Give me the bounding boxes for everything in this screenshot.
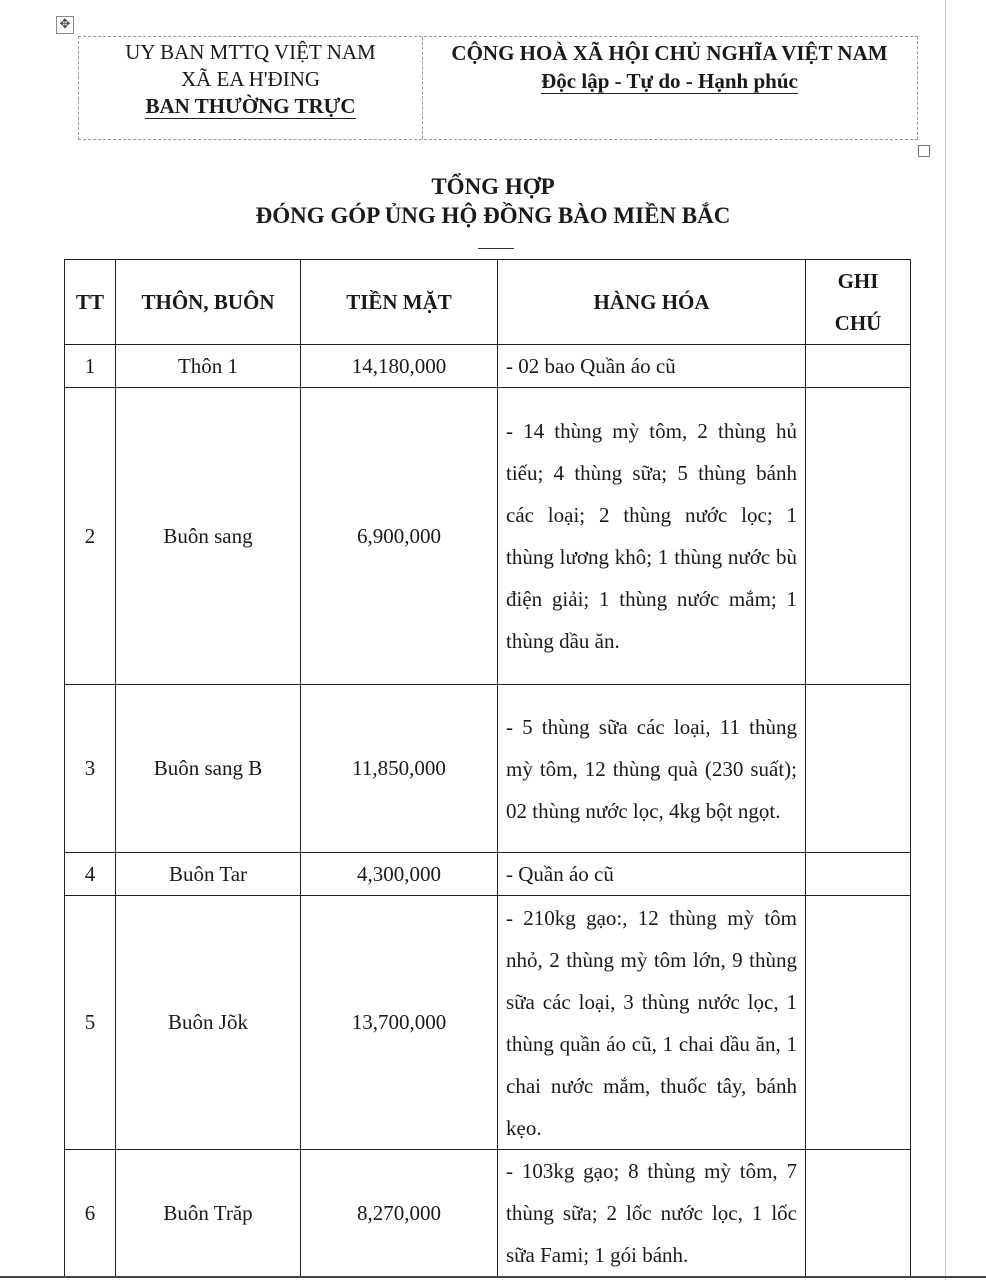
cell-note bbox=[806, 345, 911, 388]
org-line2: XÃ EA H'ĐING bbox=[180, 67, 321, 91]
header-note bbox=[806, 260, 911, 345]
nation-motto: Độc lập - Tự do - Hạnh phúc bbox=[541, 69, 798, 93]
table-resize-handle[interactable] bbox=[918, 145, 930, 157]
cell-goods: - 02 bao Quần áo cũ bbox=[498, 345, 806, 388]
title-separator bbox=[478, 248, 514, 249]
org-line1: UY BAN MTTQ VIỆT NAM bbox=[125, 40, 376, 64]
nation-line1: CỘNG HOÀ XÃ HỘI CHỦ NGHĨA VIỆT NAM bbox=[451, 41, 888, 65]
header-cash: TIỀN MẶT bbox=[301, 260, 498, 345]
cell-name: Buôn sang B bbox=[116, 685, 301, 853]
bottom-rule bbox=[0, 1276, 986, 1278]
cell-tt: 3 bbox=[65, 685, 116, 853]
cell-tt: 5 bbox=[65, 896, 116, 1150]
table-row bbox=[65, 1150, 911, 1277]
cell-cash: 4,300,000 bbox=[301, 853, 498, 896]
cell-cash: 13,700,000 bbox=[301, 896, 498, 1150]
contribution-table bbox=[64, 259, 911, 1277]
cell-note bbox=[806, 388, 911, 685]
cell-note bbox=[806, 1150, 911, 1277]
header-tt: TT bbox=[65, 260, 116, 345]
cell-name: Buôn Jõk bbox=[116, 896, 301, 1150]
cell-name: Buôn Trăp bbox=[116, 1150, 301, 1277]
header-goods: HÀNG HÓA bbox=[498, 260, 806, 345]
title-line1: TỔNG HỢP bbox=[431, 174, 555, 199]
table-row bbox=[65, 388, 911, 685]
org-line3: BAN THƯỜNG TRỰC bbox=[145, 94, 356, 118]
document-title bbox=[0, 172, 986, 230]
cell-note bbox=[806, 685, 911, 853]
org-line3-wrap bbox=[79, 93, 422, 120]
cell-cash: 6,900,000 bbox=[301, 388, 498, 685]
cell-goods: - 103kg gạo; 8 thùng mỳ tôm, 7 thùng sữa; 2 lốc nước lọc, 1 lốc sữa Fami; 1 gói bánh. bbox=[498, 1150, 806, 1277]
cell-name: Buôn Tar bbox=[116, 853, 301, 896]
header-note-line1: GHI bbox=[837, 269, 879, 293]
cell-cash: 14,180,000 bbox=[301, 345, 498, 388]
cell-goods: - 14 thùng mỳ tôm, 2 thùng hủ tiếu; 4 thùng sữa; 5 thùng bánh các loại; 2 thùng nước lọc; 1 thùng lương khô; 1 thùng nước bù điện giải; 1 thùng nước mắm; 1 thùng dầu ăn. bbox=[498, 388, 806, 685]
issuing-organization bbox=[79, 39, 422, 120]
motto-wrap bbox=[422, 67, 917, 95]
cell-note bbox=[806, 896, 911, 1150]
header-name: THÔN, BUÔN bbox=[116, 260, 301, 345]
table-row bbox=[65, 853, 911, 896]
cell-cash: 11,850,000 bbox=[301, 685, 498, 853]
table-row bbox=[65, 685, 911, 853]
cell-tt: 4 bbox=[65, 853, 116, 896]
cell-goods: - 5 thùng sữa các loại, 11 thùng mỳ tôm, 12 thùng quà (230 suất); 02 thùng nước lọc, 4kg bột ngọt. bbox=[498, 685, 806, 853]
cell-name: Thôn 1 bbox=[116, 345, 301, 388]
table-row bbox=[65, 896, 911, 1150]
cell-tt: 6 bbox=[65, 1150, 116, 1277]
table-row bbox=[65, 345, 911, 388]
national-heading bbox=[422, 39, 917, 95]
cell-tt: 2 bbox=[65, 388, 116, 685]
cell-cash: 8,270,000 bbox=[301, 1150, 498, 1277]
cell-name: Buôn sang bbox=[116, 388, 301, 685]
header-table bbox=[78, 36, 918, 140]
cell-tt: 1 bbox=[65, 345, 116, 388]
header-note-line2: CHÚ bbox=[834, 311, 882, 335]
cell-note bbox=[806, 853, 911, 896]
title-line2: ĐÓNG GÓP ỦNG HỘ ĐỒNG BÀO MIỀN BẮC bbox=[255, 203, 731, 228]
table-header-row bbox=[65, 260, 911, 345]
table-move-handle-icon[interactable]: ✥ bbox=[56, 16, 74, 34]
cell-goods: - 210kg gạo:, 12 thùng mỳ tôm nhỏ, 2 thùng mỳ tôm lớn, 9 thùng sữa các loại, 3 thùng nước lọc, 1 thùng quần áo cũ, 1 chai dầu ăn, 1 chai nước mắm, thuốc tây, bánh kẹo. bbox=[498, 896, 806, 1150]
cell-goods: - Quần áo cũ bbox=[498, 853, 806, 896]
